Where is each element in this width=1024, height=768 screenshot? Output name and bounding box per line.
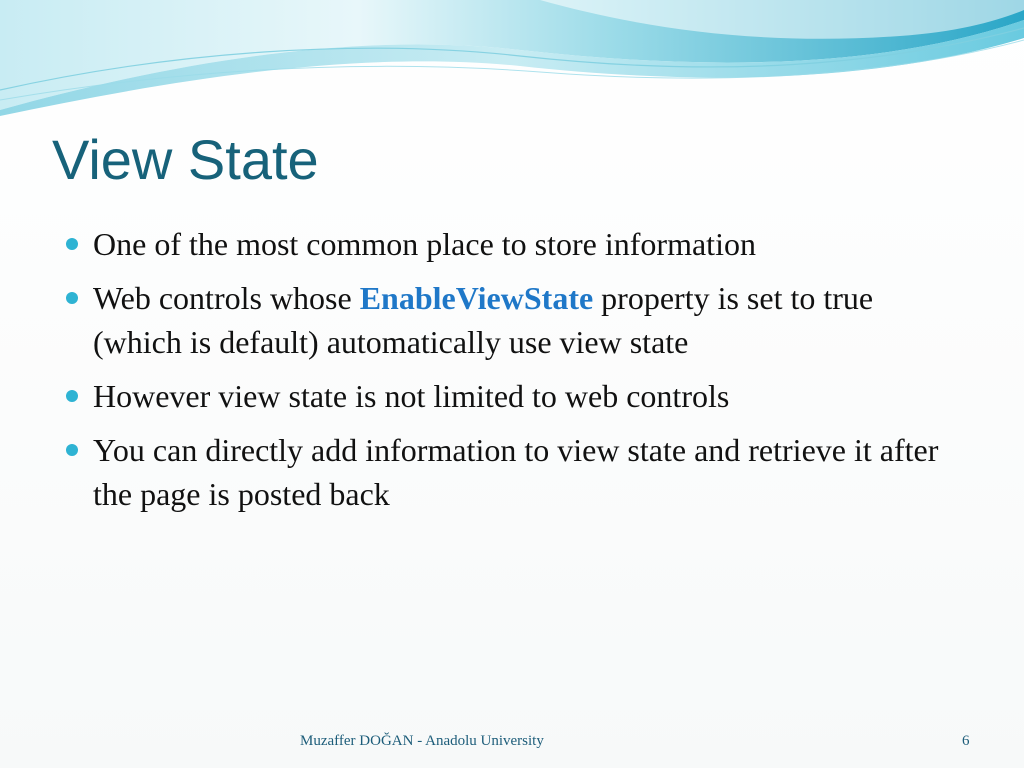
slide-footer: Muzaffer DOĞAN - Anadolu University xyxy=(300,733,544,749)
bullet-dot-icon xyxy=(66,292,78,304)
slide-title: View State xyxy=(52,128,319,191)
bullet-text-after: property is set to true (which is default) automatically use view state xyxy=(93,280,874,360)
bullet-dot-icon xyxy=(66,238,78,250)
bullet-item xyxy=(64,276,964,364)
enable-view-state-keyword: EnableViewState xyxy=(359,280,594,316)
bullet-text-before: Web controls whose xyxy=(93,280,360,316)
bullet-dot-icon xyxy=(66,444,78,456)
header-wave-decoration xyxy=(0,0,1024,130)
bullet-dot-icon xyxy=(66,390,78,402)
bullet-text: However view state is not limited to web controls xyxy=(93,378,730,414)
bullet-text: You can directly add information to view state and retrieve it after the page is posted back xyxy=(93,432,939,512)
bullet-item xyxy=(64,428,964,516)
bullet-list xyxy=(64,222,964,526)
bullet-item xyxy=(64,374,964,418)
page-number: 6 xyxy=(962,733,970,749)
bullet-item xyxy=(64,222,964,266)
bullet-text: One of the most common place to store information xyxy=(93,226,756,262)
